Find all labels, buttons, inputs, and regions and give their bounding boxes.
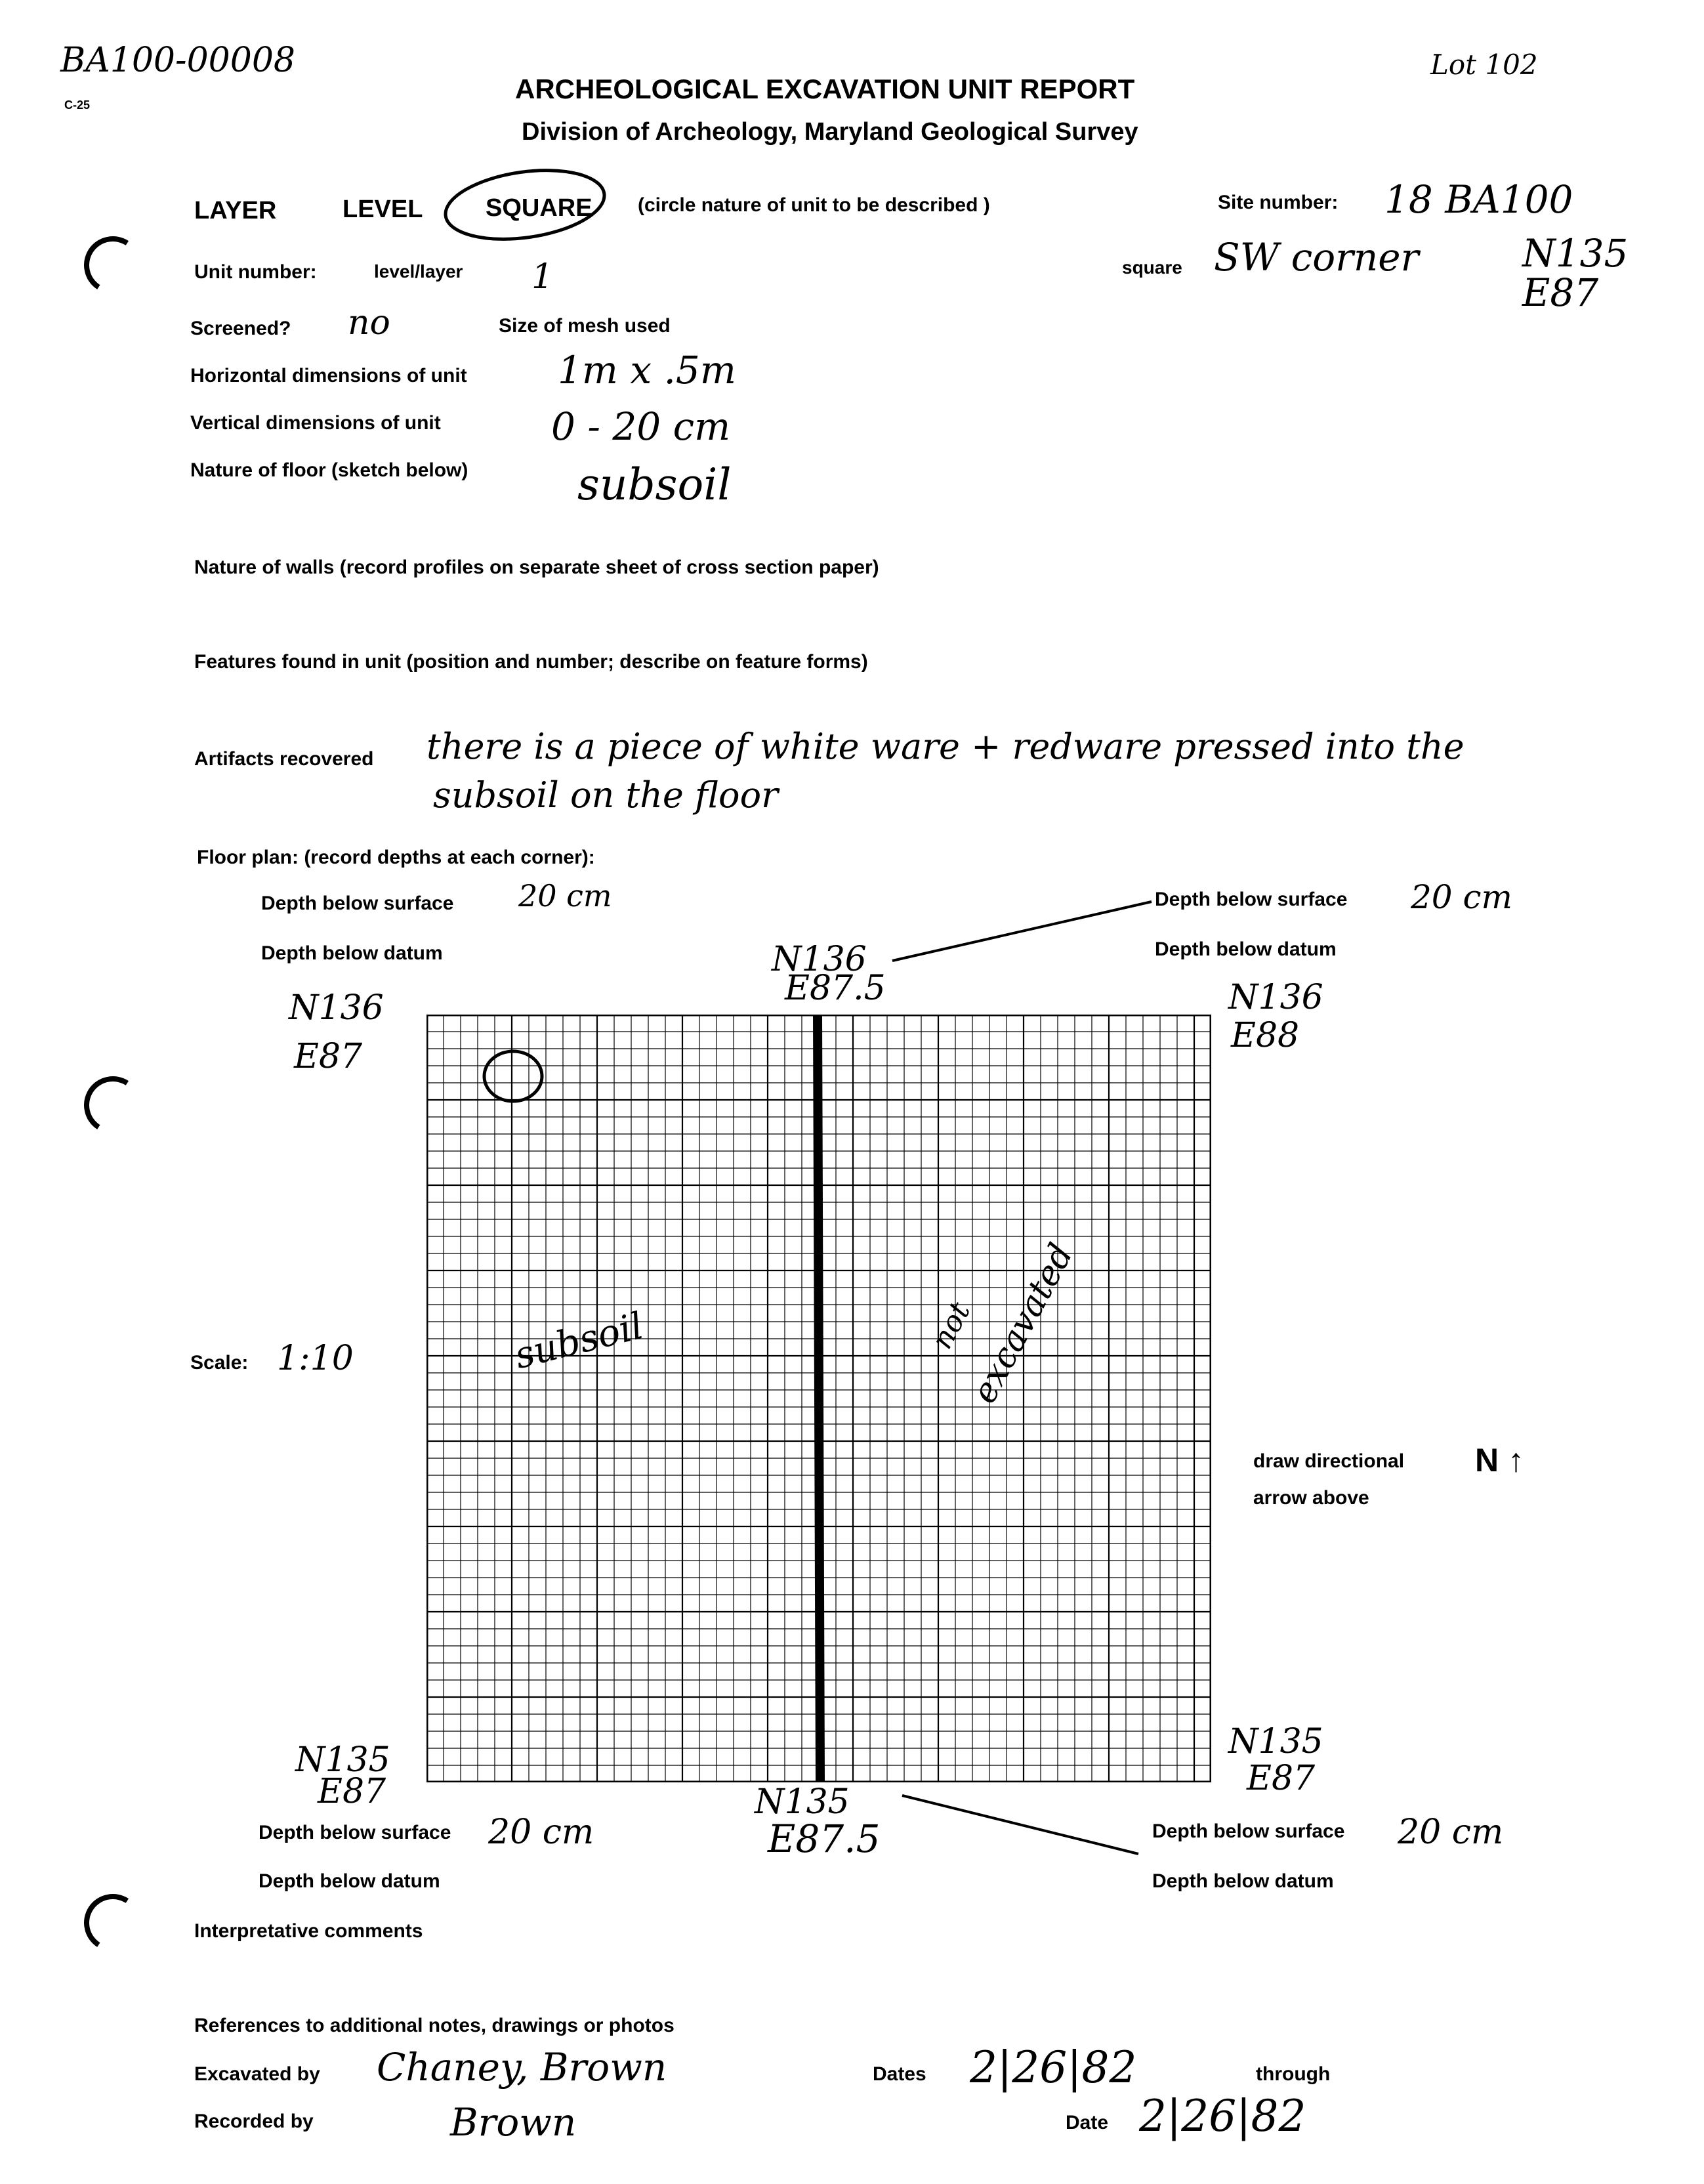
- features-label: Features found in unit (position and number; describe on feature forms): [194, 651, 868, 673]
- sw-corner-n: N135: [295, 1740, 390, 1780]
- se-depth-surface-value: 20 cm: [1398, 1813, 1504, 1852]
- square-coords-n: N135: [1522, 231, 1629, 276]
- square-label: square: [1122, 257, 1182, 278]
- mesh-label: Size of mesh used: [499, 315, 671, 337]
- lot-annotation: Lot 102: [1430, 49, 1538, 81]
- sw-depth-surface-value: 20 cm: [488, 1813, 594, 1852]
- excavation-boundary-line: [818, 1015, 820, 1782]
- horizontal-value: 1m x .5m: [558, 348, 736, 392]
- excavated-by-label: Excavated by: [194, 2063, 320, 2085]
- binder-hole-mark-2: [79, 1071, 147, 1139]
- sw-depth-surface-label: Depth below surface: [259, 1822, 451, 1843]
- north-center-e: E87.5: [785, 969, 886, 1008]
- through-label: through: [1256, 2063, 1331, 2085]
- interpretive-label: Interpretative comments: [194, 1920, 423, 1942]
- report-title: ARCHEOLOGICAL EXCAVATION UNIT REPORT: [515, 74, 1135, 104]
- vertical-label: Vertical dimensions of unit: [190, 412, 441, 434]
- document-id-annotation: BA100-00008: [60, 41, 296, 80]
- binder-hole-mark-3: [79, 1889, 147, 1957]
- south-center-e: E87.5: [768, 1816, 881, 1861]
- artifacts-line-2: subsoil on the floor: [433, 774, 778, 816]
- unit-type-instruction: (circle nature of unit to be described ): [638, 194, 990, 216]
- vertical-value: 0 - 20 cm: [551, 404, 731, 449]
- north-center-n: N136: [772, 940, 867, 979]
- unit-number-value: 1: [531, 257, 554, 297]
- screened-label: Screened?: [190, 318, 291, 339]
- floor-value: subsoil: [577, 459, 732, 510]
- nw-depth-surface-label: Depth below surface: [261, 892, 454, 914]
- ne-corner-n: N136: [1228, 978, 1323, 1017]
- unit-type-level: LEVEL: [343, 196, 423, 223]
- unit-type-square: SQUARE: [486, 194, 592, 222]
- square-circle-mark: [440, 161, 610, 247]
- recorded-by-value: Brown: [450, 2100, 577, 2145]
- form-code: C-25: [64, 98, 91, 112]
- artifact-circle-mark: [484, 1051, 542, 1101]
- ne-depth-datum-label: Depth below datum: [1155, 938, 1337, 960]
- nw-corner-n: N136: [289, 988, 384, 1028]
- recorded-by-label: Recorded by: [194, 2110, 314, 2132]
- floor-plan-label: Floor plan: (record depths at each corner):: [197, 847, 595, 868]
- se-corner-e: E87: [1247, 1759, 1316, 1798]
- unit-number-label: Unit number:: [194, 261, 317, 283]
- dates-value: 2|26|82: [970, 2042, 1137, 2093]
- scale-label: Scale:: [190, 1352, 249, 1374]
- ne-depth-surface-value: 20 cm: [1411, 878, 1512, 916]
- unit-number-sublabel: level/layer: [374, 261, 463, 282]
- date-value: 2|26|82: [1139, 2091, 1306, 2141]
- artifacts-label: Artifacts recovered: [194, 748, 374, 770]
- scale-value: 1:10: [277, 1339, 354, 1378]
- south-center-n: N135: [755, 1782, 850, 1822]
- nw-depth-surface-value: 20 cm: [518, 878, 612, 914]
- se-depth-datum-label: Depth below datum: [1152, 1870, 1334, 1892]
- north-arrow-mark: N ↑: [1475, 1442, 1524, 1479]
- subsoil-note: subsoil: [510, 1304, 648, 1378]
- references-label: References to additional notes, drawings or photos: [194, 2015, 675, 2036]
- se-corner-n: N135: [1228, 1722, 1323, 1761]
- square-coords-e: E87: [1522, 270, 1599, 315]
- square-value: SW corner: [1214, 235, 1419, 280]
- binder-hole-mark-1: [79, 231, 147, 299]
- ne-corner-e: E88: [1231, 1016, 1300, 1055]
- walls-label: Nature of walls (record profiles on separate sheet of cross section paper): [194, 556, 879, 578]
- ne-depth-surface-label: Depth below surface: [1155, 889, 1348, 910]
- site-number-value: 18 BA100: [1384, 177, 1573, 222]
- sw-depth-datum-label: Depth below datum: [259, 1870, 440, 1892]
- nw-corner-e: E87: [294, 1037, 363, 1076]
- horizontal-label: Horizontal dimensions of unit: [190, 365, 467, 387]
- date-label: Date: [1066, 2112, 1109, 2133]
- arrow-label-1: draw directional: [1253, 1450, 1405, 1472]
- not-note: not: [925, 1296, 978, 1354]
- report-subtitle: Division of Archeology, Maryland Geological Survey: [522, 118, 1138, 146]
- screened-value: no: [348, 303, 390, 343]
- excavated-by-value: Chaney, Brown: [377, 2045, 667, 2090]
- se-depth-surface-label: Depth below surface: [1152, 1820, 1345, 1842]
- site-number-label: Site number:: [1218, 192, 1339, 213]
- artifacts-line-1: there is a piece of white ware + redware pressed into the: [426, 726, 1465, 767]
- floor-label: Nature of floor (sketch below): [190, 459, 468, 481]
- nw-depth-datum-label: Depth below datum: [261, 942, 443, 964]
- arrow-label-2: arrow above: [1253, 1487, 1369, 1509]
- excavated-note: excavated: [965, 1237, 1081, 1410]
- dates-label: Dates: [873, 2063, 926, 2085]
- unit-type-layer: LAYER: [194, 197, 277, 224]
- sw-corner-e: E87: [318, 1772, 386, 1811]
- floor-plan-grid: [426, 1015, 1211, 1782]
